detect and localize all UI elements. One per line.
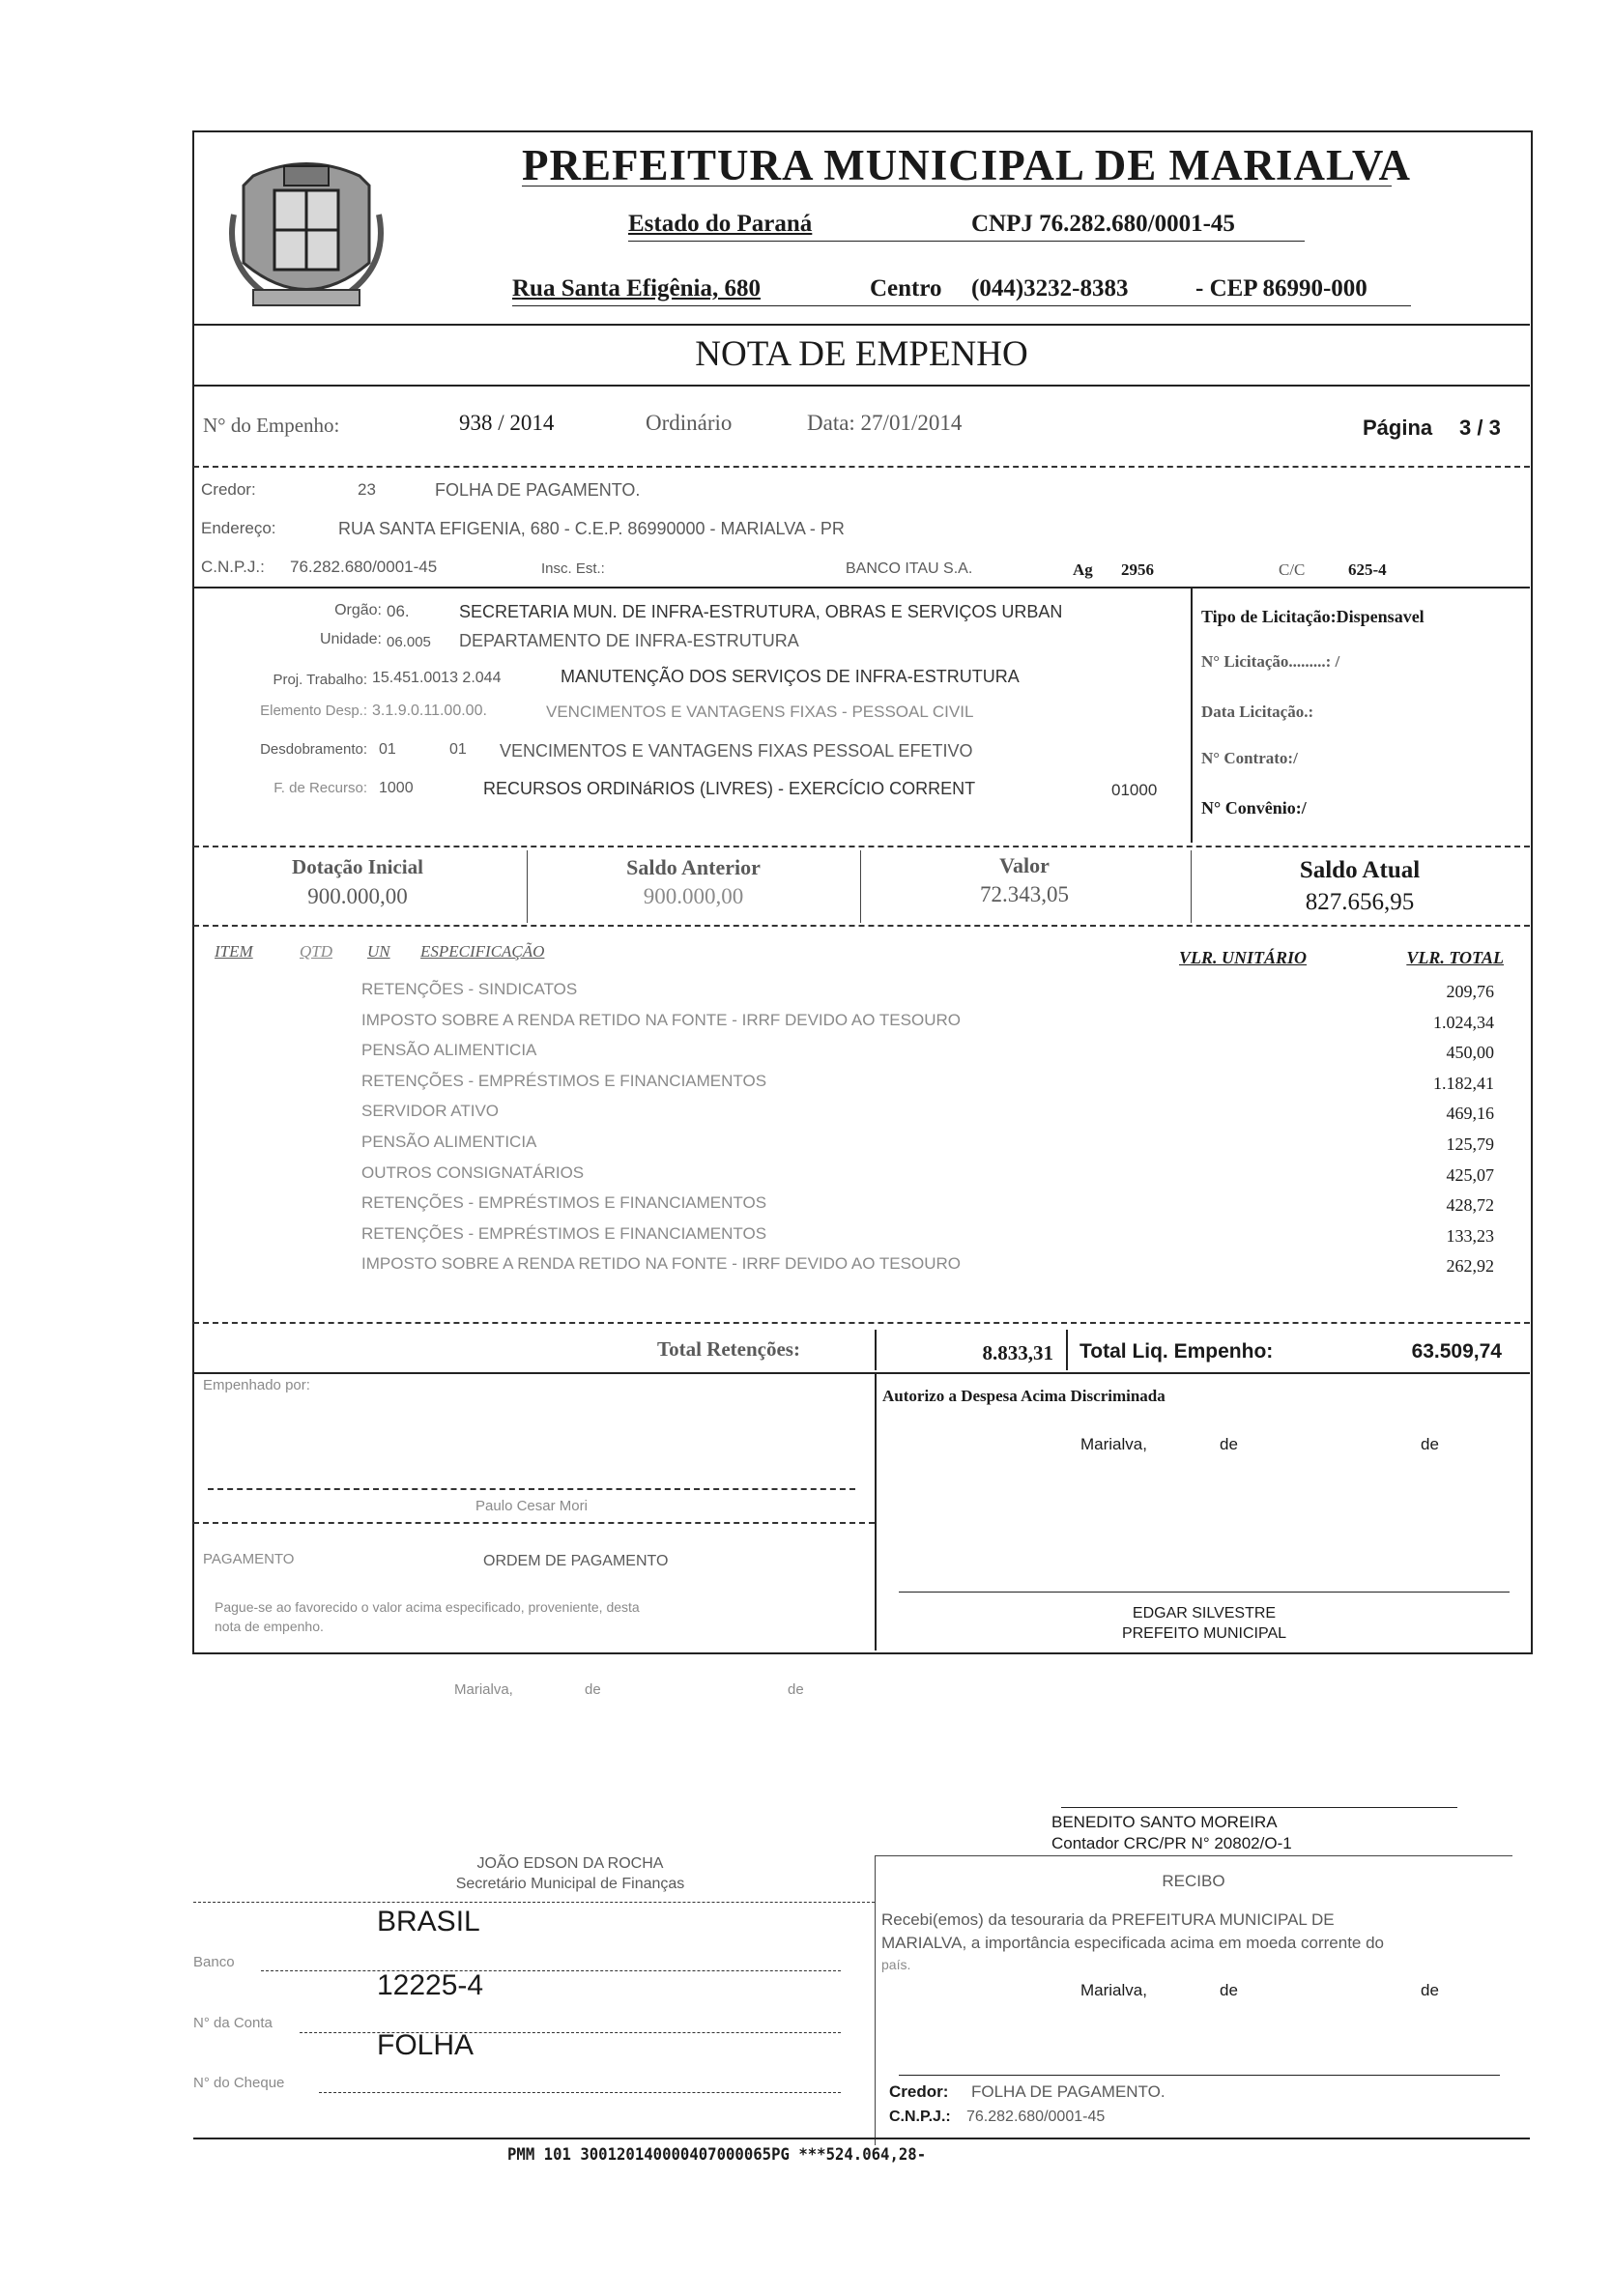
cc-value: 625-4: [1348, 560, 1387, 579]
desdobramento-code2: 01: [449, 741, 467, 758]
licitacao-data: Data Licitação.:: [1201, 703, 1314, 721]
bottom-barcode-text: PMM 101 300120140000407000065PG ***524.064,28-: [507, 2145, 927, 2165]
especificacao-header: ESPECIFICAÇÃO: [420, 942, 545, 961]
recibo-line2: MARIALVA, a importância especificada acima em moeda corrente do: [881, 1934, 1385, 1952]
doc-title: NOTA DE EMPENHO: [695, 334, 1028, 374]
vlr-unitario-header: VLR. UNITÁRIO: [1179, 948, 1308, 967]
marialva-local-3: Marialva,: [1080, 1981, 1147, 1999]
secretario-name: JOÃO EDSON DA ROCHA: [476, 1855, 664, 1872]
recibo-credor-label: Credor:: [889, 2082, 949, 2101]
item-description: RETENÇÕES - SINDICATOS: [361, 980, 578, 998]
elemento-label: Elemento Desp.:: [260, 703, 367, 719]
fonte-label: F. de Recurso:: [273, 780, 367, 796]
empenho-number: 938 / 2014: [459, 411, 555, 435]
saldo-anterior-label: Saldo Anterior: [626, 855, 761, 879]
header-title: PREFEITURA MUNICIPAL DE MARIALVA: [522, 141, 1412, 189]
item-description: RETENÇÕES - EMPRÉSTIMOS E FINANCIAMENTOS: [361, 1224, 767, 1243]
contador-name: BENEDITO SANTO MOREIRA: [1051, 1813, 1278, 1831]
credor-label: Credor:: [201, 480, 256, 499]
empenho-number-label: N° do Empenho:: [203, 414, 340, 437]
item-description: IMPOSTO SOBRE A RENDA RETIDO NA FONTE - IRRF DEVIDO AO TESOURO: [361, 1011, 961, 1029]
item-total: 428,72: [1446, 1195, 1494, 1215]
proj-code: 15.451.0013 2.044: [372, 670, 502, 686]
header-address: Rua Santa Efigênia, 680: [512, 275, 761, 301]
qtd-header: QTD: [300, 942, 333, 961]
dotacao-inicial-label: Dotação Inicial: [292, 855, 423, 878]
saldo-atual-value: 827.656,95: [1305, 889, 1415, 915]
desdobramento-label: Desdobramento:: [260, 741, 367, 758]
pagamento-label: PAGAMENTO: [203, 1551, 295, 1567]
vlr-total-header: VLR. TOTAL: [1406, 948, 1504, 967]
item-total: 133,23: [1446, 1226, 1494, 1246]
item-header: ITEM: [215, 942, 253, 961]
banco-value: BRASIL: [377, 1906, 480, 1937]
elemento-value: VENCIMENTOS E VANTAGENS FIXAS - PESSOAL CIVIL: [546, 703, 974, 721]
item-total: 1.182,41: [1433, 1074, 1494, 1093]
item-description: PENSÃO ALIMENTICIA: [361, 1133, 537, 1151]
de-4: de: [788, 1681, 804, 1698]
prefeito-cargo: PREFEITO MUNICIPAL: [1121, 1625, 1287, 1642]
de-1: de: [1220, 1435, 1238, 1453]
prefeito-name: EDGAR SILVESTRE: [1132, 1605, 1277, 1622]
item-total: 262,92: [1446, 1256, 1494, 1276]
total-retencoes-label: Total Retenções:: [657, 1337, 800, 1361]
licitacao-convenio: N° Convênio:/: [1201, 798, 1307, 818]
cheque-label: N° do Cheque: [193, 2075, 285, 2091]
total-retencoes-value: 8.833,31: [982, 1341, 1053, 1364]
item-description: IMPOSTO SOBRE A RENDA RETIDO NA FONTE - IRRF DEVIDO AO TESOURO: [361, 1254, 961, 1273]
de-6: de: [1421, 1981, 1439, 1999]
header-cep: - CEP 86990-000: [1195, 275, 1367, 301]
header-state: Estado do Paraná: [628, 211, 813, 237]
empenho-tipo: Ordinário: [646, 411, 733, 435]
item-total: 469,16: [1446, 1104, 1494, 1123]
item-total: 209,76: [1446, 982, 1494, 1001]
recibo-line3: país.: [881, 1957, 911, 1972]
dotacao-inicial-value: 900.000,00: [307, 884, 408, 908]
credor-code: 23: [358, 480, 376, 499]
pague-line1: Pague-se ao favorecido o valor acima especificado, proveniente, desta: [215, 1599, 640, 1615]
item-total: 425,07: [1446, 1165, 1494, 1185]
cnpj-value: 76.282.680/0001-45: [290, 558, 438, 576]
proj-value: MANUTENÇÃO DOS SERVIÇOS DE INFRA-ESTRUTURA: [561, 667, 1020, 686]
cheque-value: FOLHA: [377, 2029, 475, 2061]
banco-label: Banco: [193, 1954, 235, 1970]
ag-value: 2956: [1121, 560, 1154, 579]
unidade-code: 06.005: [387, 634, 431, 650]
un-header: UN: [367, 942, 390, 961]
pague-line2: nota de empenho.: [215, 1619, 324, 1634]
conta-value: 12225-4: [377, 1969, 484, 2001]
empenhado-por-name: Paulo Cesar Mori: [475, 1498, 588, 1514]
credor-name: FOLHA DE PAGAMENTO.: [435, 480, 641, 500]
marialva-local-1: Marialva,: [1080, 1435, 1147, 1453]
page-number: 3 / 3: [1459, 416, 1501, 440]
valor-value: 72.343,05: [980, 882, 1069, 906]
item-description: SERVIDOR ATIVO: [361, 1102, 500, 1120]
unidade-label: Unidade:: [319, 631, 382, 647]
recibo-cnpj-value: 76.282.680/0001-45: [966, 2109, 1106, 2125]
item-total: 1.024,34: [1433, 1013, 1494, 1032]
banco-value: BANCO ITAU S.A.: [846, 560, 973, 577]
valor-label: Valor: [999, 853, 1050, 877]
total-liquido-value: 63.509,74: [1411, 1340, 1502, 1363]
fonte-value: RECURSOS ORDINáRIOS (LIVRES) - EXERCÍCIO CORRENT: [483, 779, 976, 798]
saldo-atual-label: Saldo Atual: [1299, 857, 1421, 883]
recibo-label: RECIBO: [1162, 1872, 1225, 1890]
licitacao-tipo: Tipo de Licitação:Dispensavel: [1201, 607, 1425, 626]
item-description: RETENÇÕES - EMPRÉSTIMOS E FINANCIAMENTOS: [361, 1072, 767, 1090]
item-total: 450,00: [1446, 1043, 1494, 1062]
cnpj-label: C.N.P.J.:: [201, 558, 265, 576]
autorizo-label: Autorizo a Despesa Acima Discriminada: [882, 1387, 1166, 1405]
contador-cargo: Contador CRC/PR N° 20802/O-1: [1051, 1834, 1292, 1852]
item-description: RETENÇÕES - EMPRÉSTIMOS E FINANCIAMENTOS: [361, 1193, 767, 1212]
page-label: Página: [1363, 416, 1433, 440]
unidade-value: DEPARTAMENTO DE INFRA-ESTRUTURA: [459, 631, 799, 650]
header-district: Centro: [870, 275, 942, 301]
licitacao-contrato: N° Contrato:/: [1201, 749, 1298, 767]
empenho-date: Data: 27/01/2014: [807, 411, 963, 435]
insc-label: Insc. Est.:: [541, 560, 605, 577]
fonte-code: 1000: [379, 780, 414, 796]
recibo-line1: Recebi(emos) da tesouraria da PREFEITURA MUNICIPAL DE: [881, 1910, 1335, 1929]
orgao-label: Orgão:: [334, 602, 382, 618]
orgao-code: 06.: [387, 602, 410, 620]
endereco-label: Endereço:: [201, 519, 276, 537]
de-3: de: [585, 1681, 601, 1698]
header-cnpj: CNPJ 76.282.680/0001-45: [971, 211, 1235, 237]
item-description: PENSÃO ALIMENTICIA: [361, 1041, 537, 1059]
cc-label: C/C: [1279, 560, 1306, 579]
de-5: de: [1220, 1981, 1238, 1999]
header-phone: (044)3232-8383: [971, 275, 1129, 301]
item-description: OUTROS CONSIGNATÁRIOS: [361, 1163, 585, 1182]
ordem-pagamento-label: ORDEM DE PAGAMENTO: [483, 1553, 669, 1569]
proj-label: Proj. Trabalho:: [273, 672, 367, 688]
de-2: de: [1421, 1435, 1439, 1453]
desdobramento-code1: 01: [379, 741, 396, 758]
saldo-anterior-value: 900.000,00: [643, 884, 744, 908]
conta-label: N° da Conta: [193, 2015, 273, 2031]
coat-of-arms-icon: [224, 147, 389, 319]
orgao-value: SECRETARIA MUN. DE INFRA-ESTRUTURA, OBRAS E SERVIÇOS URBAN: [459, 602, 1063, 621]
recibo-cnpj-label: C.N.P.J.:: [889, 2109, 951, 2125]
desdobramento-value: VENCIMENTOS E VANTAGENS FIXAS PESSOAL EFETIVO: [500, 741, 973, 761]
recibo-credor-value: FOLHA DE PAGAMENTO.: [971, 2082, 1166, 2101]
secretario-cargo: Secretário Municipal de Finanças: [455, 1876, 685, 1892]
marialva-local-2: Marialva,: [454, 1681, 513, 1698]
item-total: 125,79: [1446, 1134, 1494, 1154]
licitacao-numero: N° Licitação.........: /: [1201, 652, 1340, 671]
fonte-code2: 01000: [1111, 781, 1158, 799]
ag-label: Ag: [1073, 560, 1093, 579]
total-liquido-label: Total Liq. Empenho:: [1079, 1340, 1274, 1363]
empenhado-por-label: Empenhado por:: [203, 1377, 310, 1393]
endereco-value: RUA SANTA EFIGENIA, 680 - C.E.P. 86990000 - MARIALVA - PR: [338, 519, 845, 538]
elemento-code: 3.1.9.0.11.00.00.: [372, 703, 487, 719]
